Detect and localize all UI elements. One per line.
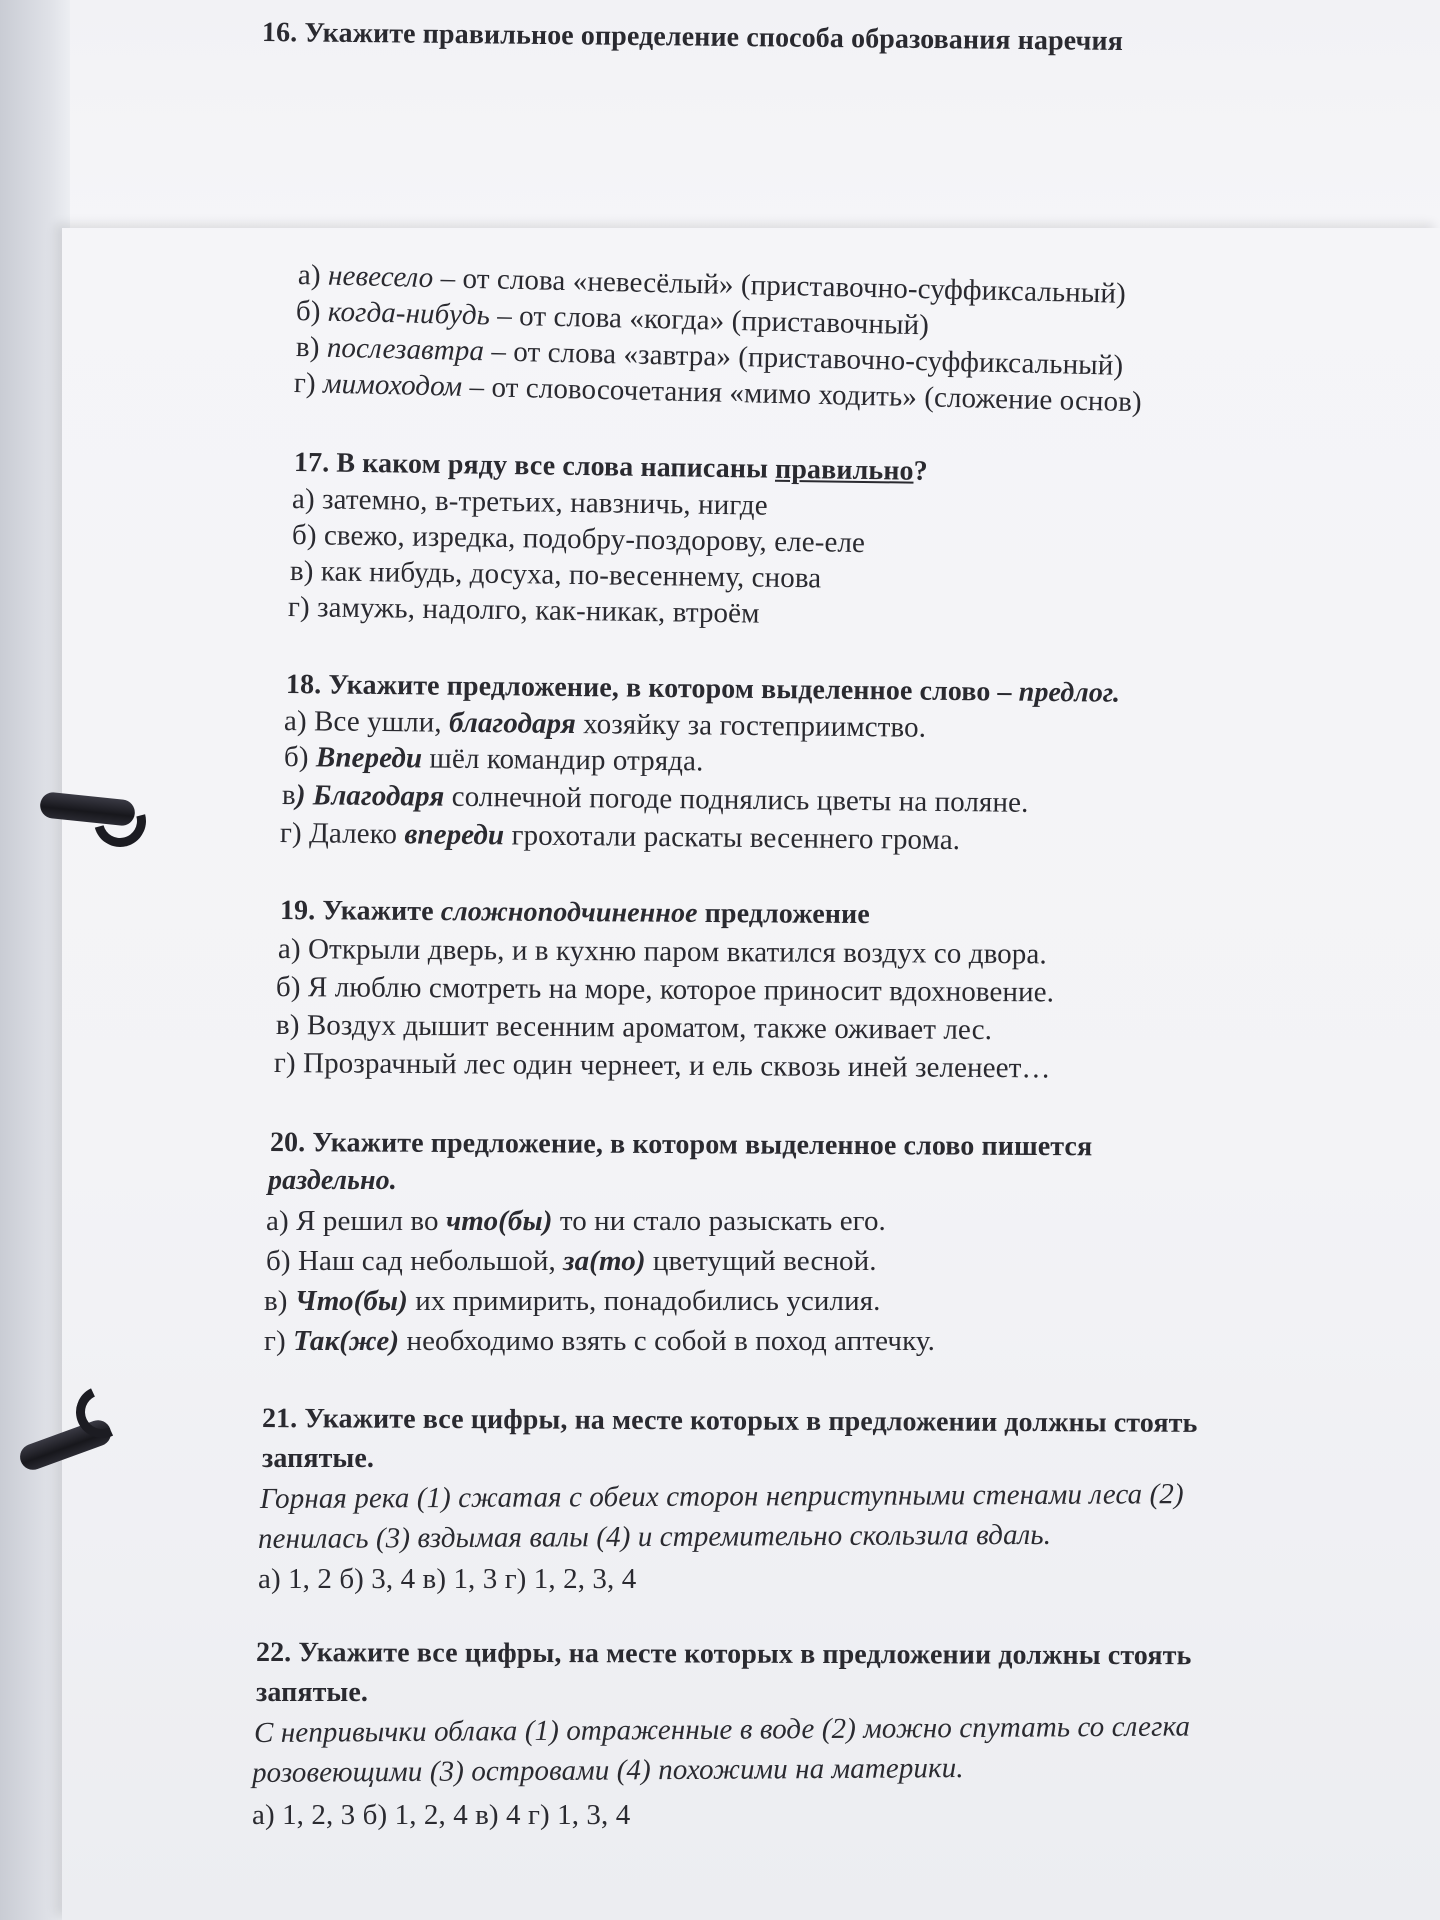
q19-option-c: в) Воздух дышит весенним ароматом, также оживает лес. bbox=[275, 1009, 993, 1046]
q16-option-b: б) когда-нибудь – от слова «когда» (приставочный) bbox=[295, 295, 930, 342]
q22-title-line1: 22. Укажите все цифры, на месте которых в предложении должны стоять bbox=[255, 1637, 1192, 1672]
q20-title-line2: раздельно. bbox=[268, 1165, 397, 1196]
q17-option-b: б) свежо, изредка, подобру-поздорову, еле-еле bbox=[291, 519, 866, 559]
q19-option-a: а) Открыли дверь, и в кухню паром вкатился воздух со двора. bbox=[277, 933, 1047, 971]
q20-title-line1: 20. Укажите предложение, в котором выделенное слово пишется bbox=[269, 1127, 1093, 1163]
q21-answers: а) 1, 2 б) 3, 4 в) 1, 3 г) 1, 2, 3, 4 bbox=[258, 1563, 637, 1595]
q19-option-d: г) Прозрачный лес один чернеет, и ель сквозь иней зеленеет… bbox=[273, 1047, 1051, 1085]
q20-option-d: г) Так(же) необходимо взять с собой в поход аптечку. bbox=[264, 1325, 935, 1357]
q21-sentence-line2: пенилась (3) вздымая валы (4) и стремительно скользила вдаль. bbox=[257, 1518, 1052, 1555]
q22-sentence-line1: С непривычки облака (1) отраженные в воде (2) можно спутать со слегка bbox=[253, 1710, 1191, 1749]
q18-option-a: а) Все ушли, благодаря хозяйку за гостеприимство. bbox=[283, 705, 927, 744]
q18-option-b: б) Впереди шёл командир отряда. bbox=[283, 741, 704, 778]
q21-title-line2: запятые. bbox=[262, 1443, 375, 1474]
q16-option-c: в) послезавтра – от слова «завтра» (приставочно-суффиксальный) bbox=[295, 331, 1124, 382]
q22-answers: а) 1, 2, 3 б) 1, 2, 4 в) 4 г) 1, 3, 4 bbox=[252, 1799, 631, 1831]
q18-option-c: в) Благодаря солнечной погоде поднялись цветы на поляне. bbox=[281, 779, 1029, 819]
q21-sentence-line1: Горная река (1) сжатая с обеих сторон неприступными стенами леса (2) bbox=[259, 1478, 1184, 1515]
q17-option-d: г) замужь, надолго, как-никак, втроём bbox=[287, 591, 760, 630]
q17-option-c: в) как нибудь, досуха, по-весеннему, снова bbox=[289, 555, 822, 595]
q17-title: 17. В каком ряду все слова написаны правильно? bbox=[293, 447, 928, 487]
q21-title-line1: 21. Укажите все цифры, на месте которых в предложении должны стоять bbox=[261, 1403, 1198, 1439]
q19-title: 19. Укажите сложноподчиненное предложение bbox=[279, 895, 870, 931]
q16-option-d: г) мимоходом – от словосочетания «мимо ходить» (сложение основ) bbox=[293, 367, 1143, 419]
q22-sentence-line2: розовеющими (3) островами (4) похожими на материки. bbox=[251, 1752, 964, 1789]
q20-option-a: а) Я решил во что(бы) то ни стало разыскать его. bbox=[266, 1205, 886, 1237]
q18-option-d: г) Далеко впереди грохотали раскаты весеннего грома. bbox=[279, 817, 961, 857]
q20-option-b: б) Наш сад небольшой, за(то) цветущий весной. bbox=[266, 1245, 877, 1277]
q20-option-c: в) Что(бы) их примирить, понадобились усилия. bbox=[264, 1285, 881, 1317]
q16-option-a: а) невесело – от слова «невесёлый» (приставочно-суффиксальный) bbox=[297, 259, 1127, 310]
q18-title: 18. Укажите предложение, в котором выделенное слово – предлог. bbox=[285, 669, 1121, 709]
q16-title: 16. Укажите правильное определение способа образования наречия bbox=[261, 17, 1124, 58]
q19-option-b: б) Я люблю смотреть на море, которое приносит вдохновение. bbox=[275, 971, 1055, 1009]
q17-option-a: а) затемно, в-третьих, навзничь, нигде bbox=[291, 483, 768, 522]
q22-title-line2: запятые. bbox=[256, 1677, 369, 1708]
